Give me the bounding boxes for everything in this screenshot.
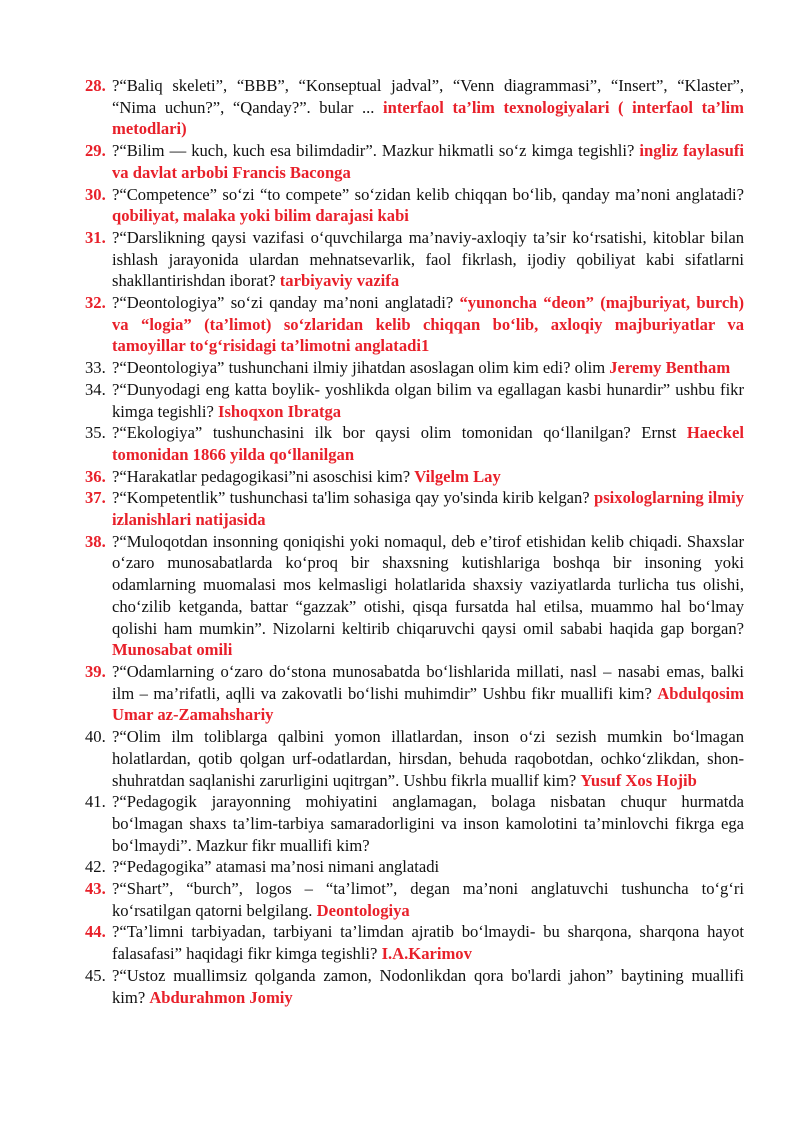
- question-text: ?“Deontologiya” tushunchani ilmiy jihatdan asoslagan olim kim edi? olim: [112, 358, 610, 378]
- question-number: 29.: [85, 141, 106, 161]
- question-number: 35.: [85, 423, 106, 443]
- question-item: [85, 227, 744, 292]
- question-number: 41.: [85, 792, 106, 812]
- question-text: ?“Olim ilm toliblarga qalbini yomon illatlardan, inson o‘zi sezish mumkin bo‘lmagan holatlardan, qotib qolgan urf-odatlardan, hirsdan, behuda raqobotdan, ochko‘zlikdan, shon-shuhratdan saqlanishi zarurligini uqitrgan”. Ushbu fikrla muallif kim?: [112, 727, 744, 790]
- answer-text: Deontologiya: [316, 900, 410, 920]
- question-item: [85, 466, 744, 488]
- question-item: [85, 379, 744, 422]
- answer-text: ingliz faylasufi va davlat arbobi Francis Baconga: [112, 141, 744, 182]
- question-item: [85, 921, 744, 964]
- question-text: ?“Baliq skeleti”, “BBB”, “Konseptual jadval”, “Venn diagrammasi”, “Insert”, “Klaster”, “Nima uchun?”, “Qanday?”. bular ...: [112, 76, 744, 117]
- question-number: 37.: [85, 488, 106, 508]
- question-item: [85, 791, 744, 856]
- question-text: ?“Deontologiya” so‘zi qanday ma’noni anglatadi?: [112, 293, 460, 313]
- question-number: 38.: [85, 531, 106, 551]
- question-number: 32.: [85, 293, 106, 313]
- question-text: ?“Bilim — kuch, kuch esa bilimdadir”. Mazkur hikmatli so‘z kimga tegishli?: [112, 141, 640, 161]
- answer-text: tarbiyaviy vazifa: [279, 271, 400, 291]
- answer-text: Abdulqosim Umar az-Zamahshariy: [112, 683, 744, 725]
- question-list: [85, 75, 744, 1008]
- question-text: ?“Darslikning qaysi vazifasi o‘quvchilarga ma’naviy-axloqiy ta’sir ko‘rsatishi, kitoblar bilan ishlash jarayonida ulardan mehnatsevarlik, faol fikrlash, ijodiy qobiliyat kabi sifatlarni shakllantirishdan iborat?: [112, 227, 744, 291]
- answer-text: Haeckel tomonidan 1866 yilda qo‘llanilgan: [112, 423, 744, 464]
- question-text: ?“Kompetentlik” tushunchasi ta'lim sohasiga qay yo'sinda kirib kelgan?: [112, 488, 594, 508]
- question-number: 44.: [85, 922, 106, 942]
- question-text: ?“Harakatlar pedagogikasi”ni asoschisi kim?: [112, 466, 415, 486]
- question-item: [85, 487, 744, 530]
- question-item: [85, 878, 744, 921]
- answer-text: Vilgelm Lay: [414, 466, 501, 486]
- question-text: ?“Competence” so‘zi “to compete” so‘zidan kelib chiqqan bo‘lib, qanday ma’noni anglatadi?: [112, 184, 744, 204]
- answer-text: “yunoncha “deon” (majburiyat, burch) va “logia” (ta’limot) so‘zlaridan kelib chiqqan bo‘lib, axloqiy majburiyatlar va tamoyillar to‘g‘risidagi ta’limotni anglatadi1: [112, 293, 744, 356]
- answer-text: qobiliyat, malaka yoki bilim darajasi kabi: [112, 206, 409, 226]
- question-number: 33.: [85, 358, 106, 378]
- question-item: [85, 726, 744, 791]
- question-item: [85, 856, 744, 878]
- question-number: 28.: [85, 76, 106, 95]
- answer-text: Ishoqxon Ibratga: [218, 401, 342, 421]
- answer-text: psixologlarning ilmiy izlanishlari natijasida: [112, 488, 744, 530]
- answer-text: Munosabat omili: [112, 640, 233, 660]
- question-item: [85, 184, 744, 227]
- question-number: 40.: [85, 727, 106, 747]
- answer-text: Abdurahmon Jomiy: [149, 987, 293, 1007]
- question-item: [85, 75, 744, 140]
- question-number: 45.: [85, 965, 106, 985]
- answer-text: Yusuf Xos Hojib: [580, 770, 697, 790]
- question-number: 31.: [85, 227, 106, 247]
- question-number: 42.: [85, 857, 106, 877]
- question-text: ?“Odamlarning o‘zaro do‘stona munosabatda bo‘lishlarida millati, nasl – nasabi emas, balki ilm – ma’rifatli, aqlli va zakovatli bo‘lishi muhimdir” Ushbu fikr muallifi kim?: [112, 661, 744, 703]
- question-text: ?“Dunyodagi eng katta boylik- yoshlikda olgan bilim va egallagan kasbi hunardir” ushbu fikr kimga tegishli?: [112, 379, 744, 421]
- answer-text: I.A.Karimov: [381, 944, 472, 964]
- question-item: [85, 422, 744, 465]
- question-text: ?“Ta’limni tarbiyadan, tarbiyani ta’limdan ajratib bo‘lmaydi- bu sharqona, sharqona hayot falasafasi” haqidagi fikr kimga tegishli?: [112, 922, 744, 964]
- question-number: 34.: [85, 379, 106, 399]
- question-text: ?“Ekologiya” tushunchasini ilk bor qaysi olim tomonidan qo‘llanilgan? Ernst: [112, 423, 687, 443]
- question-item: [85, 140, 744, 183]
- question-number: 39.: [85, 661, 106, 681]
- question-number: 43.: [85, 879, 106, 899]
- answer-text: interfaol ta’lim texnologiyalari ( interfaol ta’lim metodlari): [112, 97, 744, 139]
- question-item: [85, 965, 744, 1008]
- question-number: 30.: [85, 184, 106, 204]
- answer-text: Jeremy Bentham: [609, 358, 731, 378]
- question-item: [85, 661, 744, 726]
- question-text: ?“Muloqotdan insonning qoniqishi yoki nomaqul, deb e’tirof etishidan kelib chiqadi. Shaxslar o‘zaro munosabatlarda ko‘proq bir shaxsning kutishlariga boshqa bir insoning yoki odamlarning muomalasi mos kelmasligi holatlarida shaxsiy vaziyatlarda turlicha tus olishi, cho‘zilib ketganda, battar “gazzak” otishi, qisqa fursatda hal etilsa, muammo hal bo‘lmay qolishi ham mumkin”. Nizolarni keltirib chiqaruvchi qaysi omil sababi haqida gap borgan?: [112, 531, 744, 638]
- question-text: ?“Pedagogika” atamasi ma’nosi nimani anglatadi: [112, 857, 440, 877]
- question-number: 36.: [85, 466, 106, 486]
- question-item: [85, 292, 744, 357]
- question-text: ?“Ustoz muallimsiz qolganda zamon, Nodonlikdan qora bo'lardi jahon” baytining muallifi kim?: [112, 965, 744, 1007]
- question-text: ?“Pedagogik jarayonning mohiyatini anglamagan, bolaga nisbatan chuqur hurmatda bo‘lmagan shaxs ta’lim-tarbiya samaradorligini va inson kamolotini ta’minlovchi fikrga ega bo‘lmaydi”. Mazkur fikr muallifi kim?: [112, 792, 744, 855]
- question-text: ?“Shart”, “burch”, logos – “ta’limot”, degan ma’noni anglatuvchi tushuncha to‘g‘ri ko‘rsatilgan qatorni belgilang.: [112, 879, 744, 920]
- question-item: [85, 531, 744, 661]
- question-item: [85, 357, 744, 379]
